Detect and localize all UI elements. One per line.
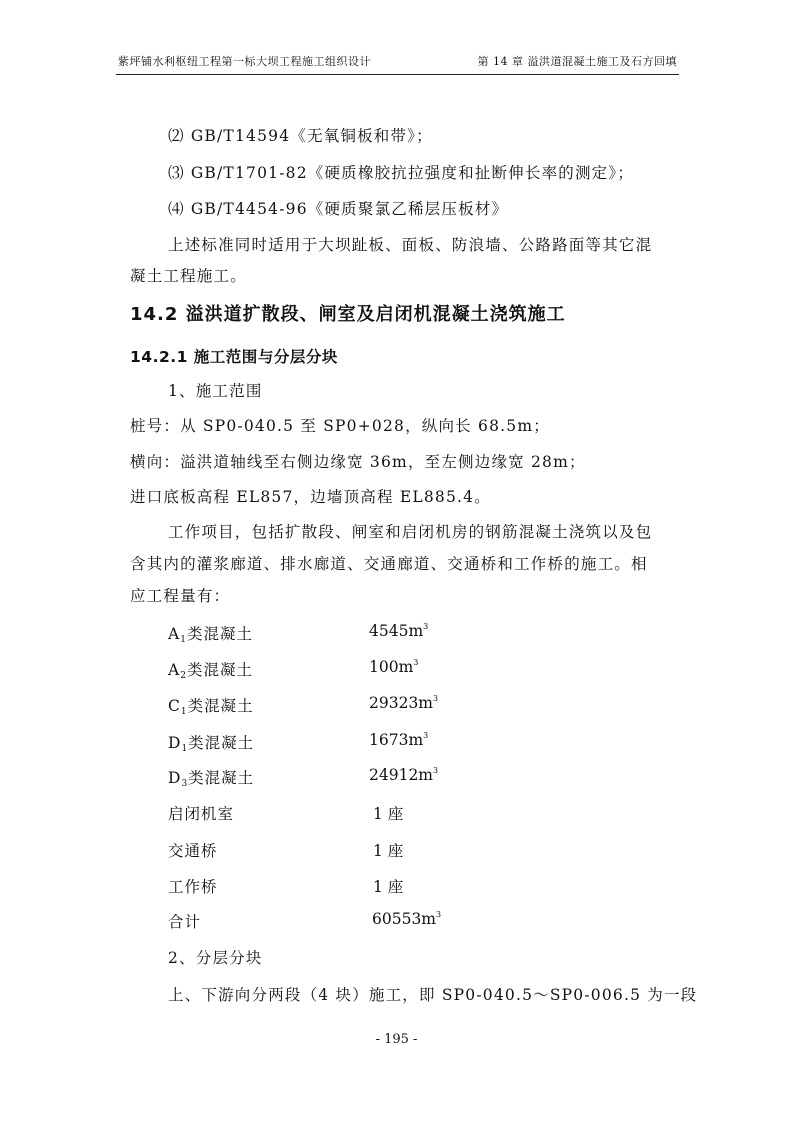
quantity-label: 工作桥: [168, 878, 218, 896]
header-divider: [116, 74, 679, 75]
applicability-line-2: 凝土工程施工。: [130, 267, 247, 285]
standard-item-2: ⑵ GB/T14594《无氧铜板和带》；: [168, 127, 433, 145]
quantity-value: $29323m^3$: [369, 694, 439, 712]
page-number: - 195 -: [375, 1032, 418, 1047]
item-1-heading: 1、施工范围: [168, 382, 263, 400]
quantity-total-label: 合计: [168, 913, 202, 931]
quantity-label: 交通桥: [168, 842, 218, 860]
applicability-line-1: 上述标准同时适用于大坝趾板、面板、防浪墙、公路路面等其它混: [168, 236, 653, 254]
standard-item-3: ⑶ GB/T1701-82《硬质橡胶抗拉强度和扯断伸长率的测定》；: [168, 164, 635, 182]
quantity-value: 1 座: [373, 805, 404, 823]
standard-item-4: ⑷ GB/T4454-96《硬质聚氯乙稀层压板材》: [168, 200, 509, 218]
elevation-text: 进口底板高程 EL857，边墙顶高程 EL885.4。: [130, 488, 491, 506]
stake-range-text: 桩号：从 SP0-040.5 至 SP0+028，纵向长 68.5m；: [130, 417, 550, 435]
quantity-label: 启闭机室: [168, 805, 235, 823]
header-project-title: 紫坪铺水利枢纽工程第一标大坝工程施工组织设计: [118, 55, 371, 68]
quantity-label: $D_1$类混凝土: [168, 734, 255, 754]
quantity-label: $D_3$类混凝土: [168, 769, 255, 789]
quantity-label: $A_2$类混凝土: [168, 661, 253, 681]
work-scope-line-2: 含其内的灌浆廊道、排水廊道、交通廊道、交通桥和工作桥的施工。相: [130, 555, 648, 573]
quantity-value: $4545m^3$: [369, 622, 429, 640]
quantity-label: $C_1$类混凝土: [168, 697, 254, 717]
work-scope-line-3: 应工程量有：: [130, 587, 231, 605]
quantity-value: $24912m^3$: [369, 766, 439, 784]
quantity-value: 1 座: [373, 842, 404, 860]
quantity-total-value: $60553m^3$: [372, 910, 442, 928]
work-scope-line-1: 工作项目，包括扩散段、闸室和启闭机房的钢筋混凝土浇筑以及包: [168, 523, 653, 541]
header-chapter-title: 第 14 章 溢洪道混凝土施工及石方回填: [477, 55, 677, 68]
quantity-value: $100m^3$: [369, 658, 419, 676]
subsection-heading: 14.2.1 施工范围与分层分块: [130, 348, 338, 366]
section-heading: 14.2 溢洪道扩散段、闸室及启闭机混凝土浇筑施工: [130, 304, 566, 325]
quantity-label: $A_1$类混凝土: [168, 625, 253, 645]
item-2-heading: 2、分层分块: [168, 949, 263, 967]
transverse-text: 横向：溢洪道轴线至右侧边缘宽 36m，至左侧边缘宽 28m；: [130, 453, 586, 471]
quantity-value: $1673m^3$: [369, 731, 429, 749]
block-split-text: 上、下游向分两段（4 块）施工，即 SP0-040.5～SP0-006.5 为一段: [168, 986, 698, 1004]
quantity-value: 1 座: [373, 878, 404, 896]
